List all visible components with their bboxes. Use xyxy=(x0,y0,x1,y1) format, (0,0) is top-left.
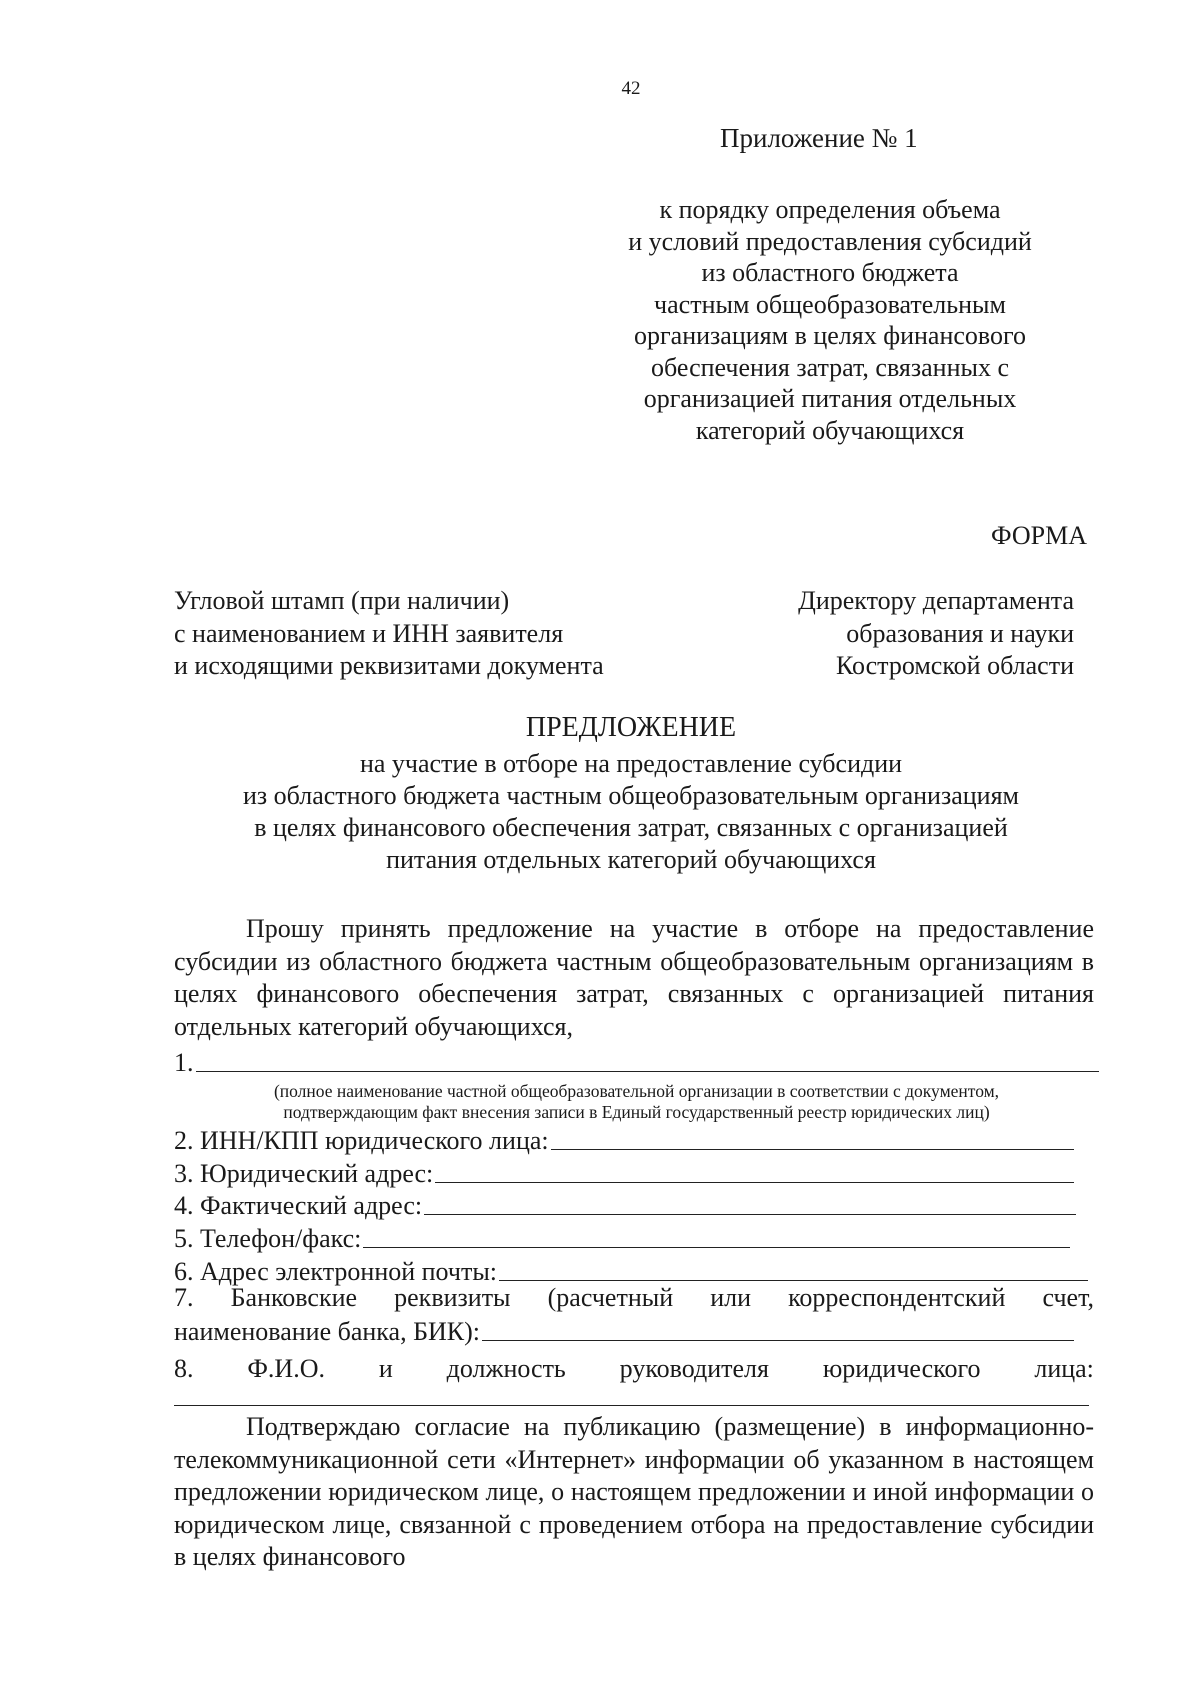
blank-line xyxy=(363,1247,1070,1248)
corner-stamp-block xyxy=(174,585,604,683)
order-line: категорий обучающихся xyxy=(695,415,965,445)
field-organization-name[interactable] xyxy=(174,1046,1099,1078)
field-phone-fax[interactable] xyxy=(174,1222,1070,1254)
document-subtitle xyxy=(0,748,1200,876)
head-word: должность xyxy=(446,1354,566,1383)
head-word: лица: xyxy=(1034,1354,1094,1383)
head-name-blank-line[interactable] xyxy=(174,1405,1089,1406)
blank-line xyxy=(435,1182,1074,1183)
stamp-line: Угловой штамп (при наличии) xyxy=(174,586,510,615)
blank-line xyxy=(499,1280,1088,1281)
request-text: Прошу принять предложение на участие в отборе на предоставление субсидии из областного бюджета частным общеобразовательным организациям в целях финансового обеспечения затрат, связанных с организацией питания отдельных категорий обучающихся, xyxy=(174,914,1094,1041)
head-word: и xyxy=(378,1354,393,1383)
subtitle-line: на участие в отборе на предоставление субсидии xyxy=(359,749,903,778)
addressee-line: Костромской области xyxy=(835,651,1074,680)
field-inn-kpp[interactable] xyxy=(174,1124,1074,1156)
order-reference xyxy=(560,194,1100,446)
field-legal-address[interactable] xyxy=(174,1157,1074,1189)
order-line: обеспечения затрат, связанных с xyxy=(651,352,1009,382)
note-line: подтверждающим факт внесения записи в Единый государственный реестр юридических лиц) xyxy=(283,1102,990,1122)
order-line: и условий предоставления субсидий xyxy=(628,226,1032,256)
bank-word: (расчетный xyxy=(547,1283,674,1312)
order-line: к порядку определения объема xyxy=(659,195,1001,224)
field-label: 2. ИНН/КПП юридического лица: xyxy=(174,1126,549,1155)
blank-line xyxy=(424,1214,1076,1215)
field-label: 5. Телефон/факс: xyxy=(174,1224,362,1253)
field-head-name-position xyxy=(174,1354,1094,1384)
form-label: ФОРМА xyxy=(991,521,1087,550)
bank-word: 7. xyxy=(174,1283,194,1312)
field-label: 1. xyxy=(174,1048,194,1077)
bank-word: корреспондентский xyxy=(788,1283,1006,1312)
field-actual-address[interactable] xyxy=(174,1189,1076,1221)
consent-paragraph xyxy=(174,1411,1094,1574)
addressee-block xyxy=(798,585,1074,683)
subtitle-line: в целях финансового обеспечения затрат, связанных с организацией xyxy=(254,813,1008,842)
bank-word: Банковские xyxy=(230,1283,358,1312)
addressee-line: Директору департамента xyxy=(798,586,1074,615)
head-word: Ф.И.О. xyxy=(247,1354,325,1383)
field-note xyxy=(174,1081,1099,1123)
note-line: (полное наименование частной общеобразовательной организации в соответствии с документом, xyxy=(273,1081,1000,1101)
bank-word: счет, xyxy=(1042,1283,1094,1312)
field-label: 4. Фактический адрес: xyxy=(174,1191,423,1220)
order-line: из областного бюджета xyxy=(701,258,959,287)
field-label: 3. Юридический адрес: xyxy=(174,1159,434,1188)
addressee-line: образования и науки xyxy=(846,618,1074,648)
order-line: частным общеобразовательным xyxy=(654,289,1006,319)
document-title: ПРЕДЛОЖЕНИЕ xyxy=(525,712,737,743)
blank-line xyxy=(551,1149,1074,1150)
order-line: организациям в целях финансового xyxy=(633,321,1027,350)
stamp-line: с наименованием и ИНН заявителя xyxy=(174,618,564,648)
subtitle-line: из областного бюджета частным общеобразовательным организациям xyxy=(242,781,1020,810)
head-word: руководителя xyxy=(619,1354,769,1383)
bank-word: или xyxy=(710,1283,752,1312)
consent-text: Подтверждаю согласие на публикацию (размещение) в информационно-телекоммуникационной сети «Интернет» информации об указанном в настоящем предложении юридическом лице, о настоящем предложении и иной информации о юридическом лице, связанной с проведением отбора на предоставление субсидии в целях финансового xyxy=(174,1412,1094,1571)
head-word: 8. xyxy=(174,1354,194,1383)
page-number: 42 xyxy=(621,78,641,99)
blank-line xyxy=(482,1340,1074,1341)
field-bank-name-bik[interactable] xyxy=(174,1315,1074,1347)
request-paragraph xyxy=(174,913,1094,1043)
bank-word: реквизиты xyxy=(394,1283,511,1312)
order-line: организацией питания отдельных xyxy=(643,384,1017,413)
field-label: наименование банка, БИК): xyxy=(174,1317,481,1346)
field-bank-details xyxy=(174,1283,1094,1313)
subtitle-line: питания отдельных категорий обучающихся xyxy=(386,845,876,874)
blank-line xyxy=(196,1071,1100,1072)
appendix-title: Приложение № 1 xyxy=(720,123,918,153)
field-label: 6. Адрес электронной почты: xyxy=(174,1257,498,1286)
head-word: юридического xyxy=(822,1354,981,1383)
stamp-line: и исходящими реквизитами документа xyxy=(174,651,604,680)
